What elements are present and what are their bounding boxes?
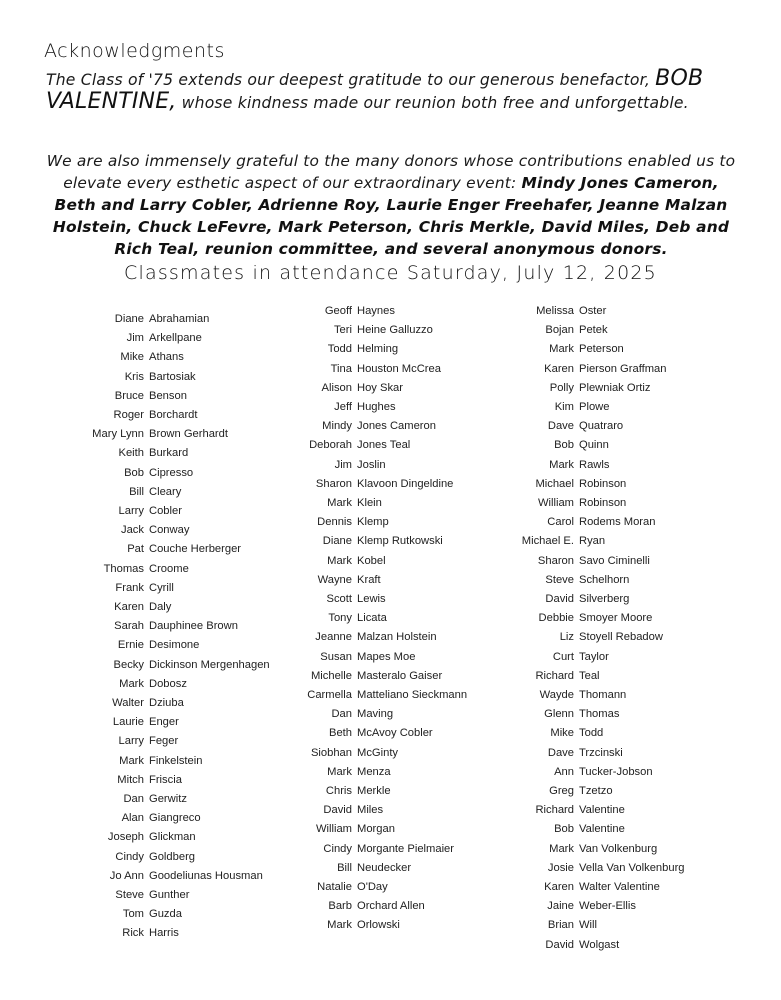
attendee-first-name: Bob (554, 439, 574, 452)
attendee-last-name: Smoyer Moore (579, 612, 653, 625)
attendee-last-name: Morgante Pielmaier (357, 842, 455, 855)
attendee-last-name: McAvoy Cobler (357, 727, 433, 740)
attendee-first-name: Diane (114, 313, 144, 325)
attendee-row (0, 401, 781, 420)
attendee-first-name: Larry (118, 505, 144, 517)
attendee-first-name: Bill (129, 485, 144, 498)
attendee-row (0, 708, 781, 727)
attendee-last-name: Giangreco (149, 812, 201, 825)
attendee-last-name: Feger (149, 735, 179, 748)
attendee-first-name: Richard (535, 669, 574, 682)
attendee-last-name: O'Day (357, 881, 388, 893)
attendee-last-name: Wolgast (579, 938, 620, 951)
attendee-last-name: Maving (357, 708, 394, 721)
attendee-first-name: Carol (547, 516, 574, 529)
attendee-first-name: Mark (327, 919, 352, 932)
attendee-last-name: Petek (579, 324, 608, 337)
attendee-first-name: Susan (320, 650, 352, 663)
attendee-first-name: Josie (547, 861, 574, 874)
attendee-last-name: Neudecker (357, 861, 412, 874)
attendee-last-name: Rodems Moran (579, 516, 656, 529)
attendee-last-name: Conway (149, 524, 190, 537)
attendee-first-name: Deborah (309, 439, 352, 452)
attendee-last-name: Gerwitz (149, 793, 187, 805)
attendee-first-name: Scott (326, 593, 352, 605)
attendee-last-name: Pierson Graffman (579, 362, 667, 375)
attendee-last-name: Houston McCrea (357, 362, 441, 375)
attendee-last-name: Orlowski (357, 919, 400, 932)
gratitude-text-start: The Class of '75 extends our deepest gratitude to our generous benefactor, (46, 71, 656, 89)
attendee-last-name: Licata (357, 612, 387, 625)
attendee-first-name: Mary Lynn (92, 428, 144, 441)
attendee-row (0, 670, 781, 689)
attendee-last-name: Friscia (149, 773, 182, 786)
attendee-last-name: Dickinson Mergenhagen (149, 658, 270, 671)
attendee-last-name: Savo Ciminelli (579, 554, 650, 567)
attendee-last-name: Valentine (579, 823, 625, 836)
attendee-last-name: Quatraro (579, 420, 624, 433)
attendee-row (0, 747, 781, 766)
attendee-first-name: David (323, 804, 352, 817)
attendee-last-name: Finkelstein (149, 754, 203, 767)
attendee-last-name: Hughes (357, 401, 396, 413)
attendee-first-name: Dennis (317, 516, 352, 529)
attendee-first-name: Mark (549, 343, 574, 356)
attendee-first-name: Sarah (114, 620, 144, 633)
attendee-first-name: Beth (328, 727, 352, 740)
donors-paragraph (40, 150, 742, 260)
attendee-last-name: Cleary (149, 485, 182, 498)
attendee-first-name: Mitch (117, 773, 144, 786)
attendee-first-name: Tom (122, 908, 144, 921)
attendee-last-name: Glickman (149, 831, 196, 844)
attendee-first-name: Sharon (315, 477, 352, 490)
attendee-last-name: Jones Cameron (357, 420, 436, 433)
attendee-last-name: Ryan (579, 535, 606, 548)
attendee-last-name: Walter Valentine (579, 881, 660, 893)
attendee-row (0, 727, 781, 746)
attendee-first-name: Joseph (107, 831, 144, 844)
attendee-last-name: Silverberg (579, 593, 630, 605)
attendee-first-name: Michelle (310, 669, 352, 682)
attendee-first-name: Larry (118, 735, 144, 748)
attendee-last-name: Goodeliunas Housman (149, 869, 263, 882)
attendee-last-name: McGinty (357, 746, 399, 759)
attendee-first-name: David (545, 593, 574, 605)
benefactor-name: BOB VALENTINE, (46, 66, 704, 114)
attendee-first-name: Karen (544, 881, 574, 893)
attendee-first-name: Steve (115, 889, 144, 901)
attendee-last-name: Teal (579, 669, 600, 682)
attendee-first-name: Richard (535, 804, 574, 817)
attendee-first-name: Melissa (536, 305, 574, 317)
attendee-last-name: Klein (357, 497, 382, 509)
attendee-first-name: Mark (549, 458, 574, 471)
attendee-row (0, 862, 781, 881)
attendee-last-name: Borchardt (149, 409, 198, 421)
attendee-first-name: Wayne (317, 573, 352, 586)
attendee-row (0, 497, 781, 516)
attendee-row (0, 478, 781, 497)
attendee-first-name: Walter (112, 697, 144, 709)
attendee-first-name: Karen (114, 601, 144, 613)
attendee-row (0, 555, 781, 574)
attendee-last-name: Abrahamian (149, 313, 210, 325)
attendee-last-name: Robinson (579, 477, 627, 490)
attendee-last-name: Haynes (357, 305, 395, 317)
attendee-first-name: Ernie (117, 639, 144, 652)
attendee-last-name: Benson (149, 389, 187, 402)
attendee-last-name: Klemp Rutkowski (357, 535, 443, 548)
attendee-first-name: Frank (115, 581, 144, 594)
attendee-first-name: Teri (333, 324, 352, 337)
attendee-first-name: Carmella (307, 689, 352, 701)
attendee-first-name: Mark (119, 754, 144, 767)
attendee-last-name: Croome (149, 562, 189, 575)
attendee-last-name: Will (579, 919, 598, 932)
attendee-last-name: Thomas (579, 708, 620, 721)
attendee-first-name: Thomas (103, 562, 144, 575)
attendee-first-name: Todd (327, 343, 352, 356)
attendee-last-name: Cyrill (149, 581, 174, 594)
attendee-first-name: Wayde (539, 689, 574, 701)
attendee-first-name: Curt (552, 650, 574, 663)
acknowledgments-heading: Acknowledgments (44, 40, 225, 62)
attendee-first-name: Bob (124, 466, 144, 479)
attendee-last-name: Cipresso (149, 466, 194, 479)
attendee-row (0, 804, 781, 823)
attendee-first-name: Glenn (544, 708, 574, 721)
attendee-first-name: David (545, 938, 574, 951)
attendee-last-name: Orchard Allen (357, 900, 425, 913)
attendee-first-name: Jeff (334, 401, 352, 413)
attendee-last-name: Gunther (149, 889, 190, 901)
attendee-last-name: Daly (149, 601, 172, 613)
attendee-row (0, 689, 781, 708)
attendee-first-name: Rick (122, 927, 144, 940)
donors-intro: We are also immensely grateful to the many donors whose contributions enabled us to elevate every esthetic aspect of our extraordinary event: (46, 152, 736, 192)
attendee-last-name: Todd (579, 727, 604, 740)
attendee-last-name: Matteliano Sieckmann (357, 689, 468, 701)
attendee-first-name: Ann (554, 765, 574, 778)
attendee-first-name: Dan (123, 793, 144, 805)
attendee-last-name: Taylor (579, 650, 609, 663)
attendee-first-name: Steve (545, 573, 574, 586)
attendee-last-name: Stoyell Rebadow (579, 631, 663, 644)
attendee-first-name: Michael (535, 477, 574, 490)
attendee-last-name: Athans (149, 351, 184, 364)
attendee-last-name: Masteralo Gaiser (357, 669, 443, 682)
attendee-last-name: Oster (579, 305, 607, 317)
attendee-last-name: Brown Gerhardt (149, 428, 228, 441)
attendee-first-name: Roger (113, 409, 144, 421)
attendee-last-name: Burkard (149, 447, 189, 460)
attendee-first-name: Pat (127, 543, 144, 556)
attendee-last-name: Klemp (357, 516, 389, 529)
attendee-first-name: Michael E. (521, 535, 574, 548)
attendee-first-name: Becky (113, 658, 144, 671)
attendee-first-name: Mark (119, 677, 144, 690)
attendee-first-name: Keith (118, 447, 144, 460)
attendee-last-name: Lewis (357, 593, 386, 605)
attendee-last-name: Dziuba (149, 697, 184, 709)
attendee-last-name: Desimone (149, 639, 200, 652)
attendee-row (0, 324, 781, 343)
attendee-last-name: Dauphinee Brown (149, 620, 238, 633)
attendee-first-name: Jaine (547, 900, 574, 913)
attendee-row (0, 785, 781, 804)
attendee-row (0, 459, 781, 478)
attendee-row (0, 343, 781, 362)
attendee-first-name: Mark (327, 497, 352, 509)
donors-list: Mindy Jones Cameron, Beth and Larry Cobler, Adrienne Roy, Laurie Enger Freehafer, Jeanne Malzan Holstein, Chuck LeFevre, Mark Peterson, Chris Merkle, David Miles, Deb and Rich Teal, reunion committee, and several anonymous donors. (52, 174, 730, 258)
attendee-last-name: Plewniak Ortiz (579, 381, 651, 394)
gratitude-text-end: whose kindness made our reunion both free and unforgettable. (176, 94, 689, 112)
attendee-first-name: Jim (334, 458, 352, 471)
attendee-first-name: Dave (547, 746, 574, 759)
attendee-first-name: William (315, 823, 352, 836)
attendee-last-name: Tucker-Jobson (579, 765, 653, 778)
attendee-first-name: William (537, 497, 574, 509)
attendee-row (0, 823, 781, 842)
attendee-row (0, 516, 781, 535)
attendee-first-name: Cindy (323, 842, 352, 855)
attendee-last-name: Morgan (357, 823, 395, 836)
attendee-first-name: Kim (554, 401, 574, 413)
attendee-first-name: Cindy (115, 850, 144, 863)
attendee-first-name: Mindy (322, 420, 352, 433)
attendee-first-name: Diane (322, 535, 352, 548)
attendee-first-name: Jack (120, 524, 144, 537)
attendee-first-name: Alison (321, 381, 352, 394)
attendee-row (0, 939, 781, 958)
attendee-first-name: Dan (331, 708, 352, 721)
attendee-last-name: Jones Teal (357, 439, 411, 452)
attendee-first-name: Mark (549, 842, 574, 855)
attendee-first-name: Jeanne (315, 631, 352, 644)
attendee-first-name: Mark (327, 554, 352, 567)
attendee-row (0, 305, 781, 324)
attendee-row (0, 919, 781, 938)
attendee-last-name: Hoy Skar (357, 381, 404, 394)
attendee-last-name: Enger (149, 716, 179, 729)
attendee-first-name: Bill (337, 861, 352, 874)
attendee-row (0, 574, 781, 593)
attendee-last-name: Van Volkenburg (579, 842, 658, 855)
attendee-last-name: Menza (357, 765, 391, 778)
attendee-first-name: Geoff (324, 305, 352, 317)
attendee-last-name: Klavoon Dingeldine (357, 477, 454, 490)
attendee-first-name: Mike (550, 727, 574, 740)
attendee-last-name: Goldberg (149, 850, 196, 863)
attendee-row (0, 382, 781, 401)
attendee-last-name: Kraft (357, 573, 381, 586)
attendee-row (0, 363, 781, 382)
attendee-last-name: Arkellpane (149, 332, 202, 345)
attendee-first-name: Jim (126, 332, 144, 345)
attendee-first-name: Bojan (545, 324, 574, 337)
attendee-first-name: Bruce (114, 389, 144, 402)
attendee-row (0, 420, 781, 439)
attendee-last-name: Robinson (579, 497, 627, 509)
attendee-last-name: Harris (149, 927, 179, 940)
attendee-first-name: Debbie (538, 612, 574, 625)
attendee-last-name: Schelhorn (579, 573, 630, 586)
attendee-last-name: Vella Van Volkenburg (579, 861, 685, 874)
attendee-first-name: Alan (121, 812, 144, 825)
attendee-first-name: Kris (124, 370, 144, 383)
attendee-last-name: Mapes Moe (357, 650, 416, 663)
attendee-first-name: Siobhan (310, 746, 352, 759)
attendee-last-name: Bartosiak (149, 370, 196, 383)
attendee-last-name: Peterson (579, 343, 624, 356)
attendee-last-name: Quinn (579, 439, 609, 452)
attendee-first-name: Natalie (317, 881, 352, 893)
attendee-row (0, 631, 781, 650)
attendee-last-name: Heine Galluzzo (357, 324, 433, 337)
attendee-first-name: Bob (554, 823, 574, 836)
attendee-last-name: Dobosz (149, 677, 187, 690)
attendee-last-name: Kobel (357, 554, 386, 567)
attendee-first-name: Tina (330, 362, 352, 375)
attendee-first-name: Mike (120, 351, 144, 364)
attendee-last-name: Rawls (579, 458, 610, 471)
attendee-first-name: Polly (549, 381, 574, 394)
attendance-title: Classmates in attendance Saturday, July 12, 2025 (124, 262, 657, 284)
attendee-first-name: Liz (559, 631, 574, 644)
attendee-row (0, 612, 781, 631)
attendee-row (0, 535, 781, 554)
attendee-last-name: Miles (357, 804, 384, 817)
attendee-first-name: Chris (325, 785, 352, 797)
attendee-first-name: Sharon (537, 554, 574, 567)
attendee-first-name: Dave (547, 420, 574, 433)
attendee-last-name: Guzda (149, 908, 182, 921)
attendee-first-name: Mark (327, 765, 352, 778)
attendee-first-name: Tony (328, 612, 352, 625)
attendee-row (0, 766, 781, 785)
attendee-row (0, 843, 781, 862)
attendee-last-name: Tzetzo (579, 785, 613, 797)
attendee-row (0, 881, 781, 900)
attendee-last-name: Plowe (579, 401, 610, 413)
attendee-row (0, 651, 781, 670)
attendee-last-name: Thomann (579, 689, 627, 701)
gratitude-paragraph (46, 68, 746, 114)
attendee-last-name: Helming (357, 343, 399, 356)
attendee-last-name: Cobler (149, 505, 182, 517)
attendee-row (0, 439, 781, 458)
attendee-first-name: Brian (547, 919, 574, 932)
attendee-first-name: Jo Ann (109, 869, 144, 882)
attendee-first-name: Laurie (112, 716, 144, 729)
attendee-first-name: Karen (544, 362, 574, 375)
attendee-last-name: Valentine (579, 804, 625, 817)
attendee-row (0, 900, 781, 919)
attendee-last-name: Trzcinski (579, 746, 623, 759)
attendee-last-name: Malzan Holstein (357, 631, 437, 644)
attendee-last-name: Joslin (357, 458, 386, 471)
attendee-last-name: Couche Herberger (149, 543, 242, 556)
attendee-row (0, 593, 781, 612)
attendee-last-name: Weber-Ellis (579, 900, 636, 913)
attendee-first-name: Barb (328, 900, 352, 913)
attendee-first-name: Greg (549, 785, 574, 797)
attendee-last-name: Merkle (357, 785, 391, 797)
